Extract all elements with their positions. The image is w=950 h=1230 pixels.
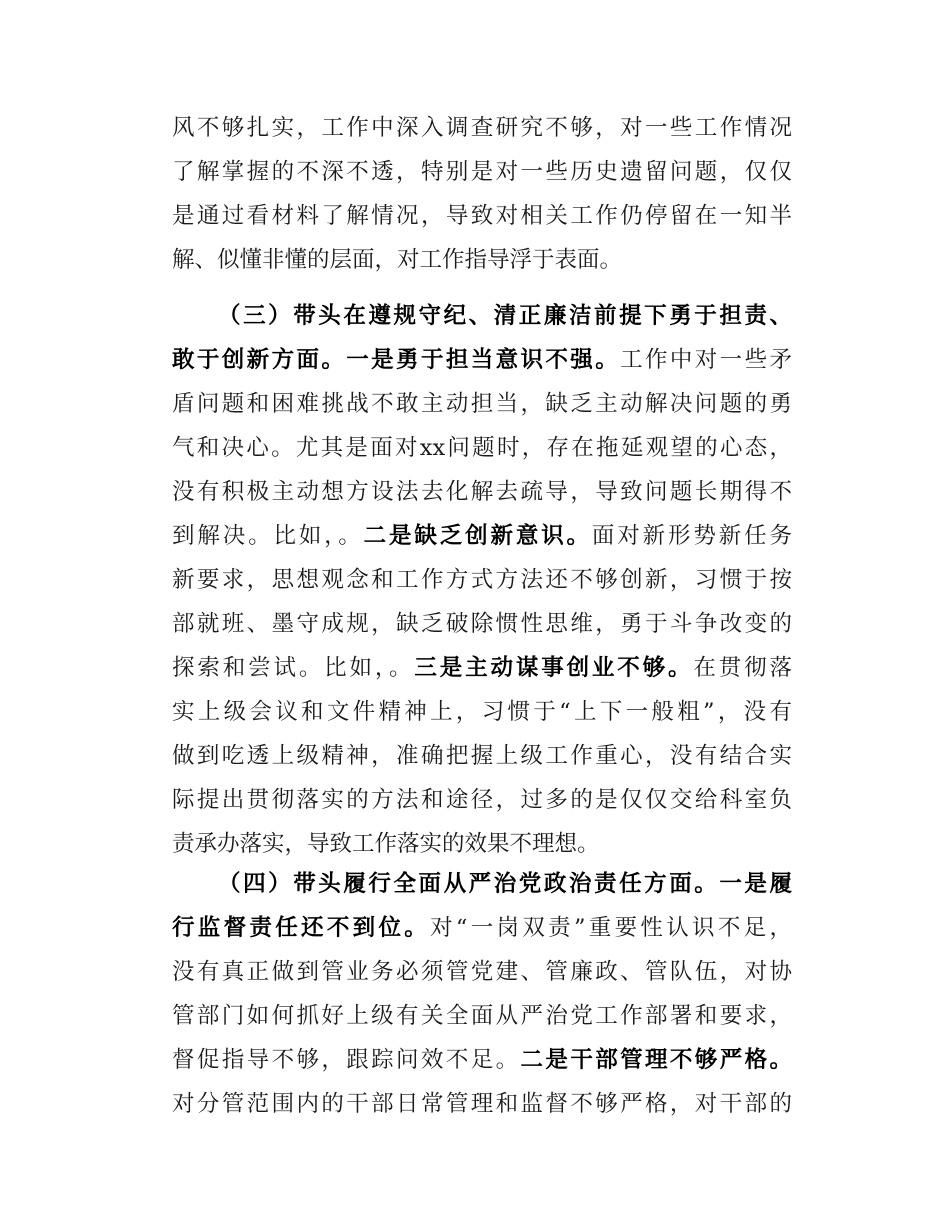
section-heading: （四）带头履行全面从严治党政治责任方面。一是履 <box>218 871 792 897</box>
text-line <box>172 106 792 150</box>
text-line <box>172 950 792 994</box>
text-line <box>172 778 792 822</box>
text-span: 没有真正做到管业务必须管党建、管廉政、管队伍，对协 <box>172 959 792 985</box>
text-span: 管部门如何抓好上级有关全面从严治党工作部署和要求， <box>172 1003 792 1029</box>
text-line <box>172 194 792 238</box>
text-line <box>172 646 792 690</box>
text-line <box>172 514 792 558</box>
text-span: 部就班、墨守成规，缺乏破除惯性思维，勇于斗争改变的 <box>172 611 792 637</box>
text-span: 没有积极主动想方设法去化解去疏导，导致问题长期得不 <box>172 479 792 505</box>
text-line <box>172 426 792 470</box>
text-span: 面对新形势新任务 <box>591 523 792 549</box>
section-heading: （三）带头在遵规守纪、清正廉洁前提下勇于担责、 <box>218 303 792 329</box>
text-line <box>172 1082 792 1126</box>
text-span: 做到吃透上级精神，准确把握上级工作重心，没有结合实 <box>172 743 792 769</box>
text-span: 工作中对一些矛 <box>620 347 792 373</box>
text-line <box>172 822 792 866</box>
text-span: 在贯彻落 <box>693 655 792 681</box>
text-span: 风不够扎实，工作中深入调查研究不够，对一些工作情况 <box>172 115 792 141</box>
section-heading-line <box>172 294 792 338</box>
point-heading: 一是勇于担当意识不强。 <box>346 347 621 373</box>
section-heading-line <box>172 862 792 906</box>
text-span: 实上级会议和文件精神上，习惯于“上下一般粗”，没有 <box>172 699 792 725</box>
text-line <box>172 470 792 514</box>
text-span: 对分管范围内的干部日常管理和监督不够严格，对干部的 <box>172 1091 792 1117</box>
point-heading: 行监督责任还不到位。 <box>172 915 431 941</box>
text-span: 解、似懂非懂的层面，对工作指导浮于表面。 <box>172 247 623 273</box>
text-line <box>172 382 792 426</box>
text-span: 际提出贯彻落实的方法和途径，过多的是仅仅交给科室负 <box>172 787 792 813</box>
text-line <box>172 150 792 194</box>
text-span: 盾问题和困难挑战不敢主动担当，缺乏主动解决问题的勇 <box>172 391 792 417</box>
point-heading: 三是主动谋事创业不够。 <box>414 655 694 681</box>
text-line <box>172 602 792 646</box>
text-span: 了解掌握的不深不透，特别是对一些历史遗留问题，仅仅 <box>172 159 792 185</box>
text-line <box>172 734 792 778</box>
text-line <box>172 1038 792 1082</box>
text-span: 是通过看材料了解情况，导致对相关工作仍停留在一知半 <box>172 203 792 229</box>
text-line <box>172 994 792 1038</box>
text-span: 责承办落实，导致工作落实的效果不理想。 <box>172 831 600 857</box>
section-heading: 敢于创新方面。 <box>172 347 347 373</box>
point-heading: 二是干部管理不够严格。 <box>520 1047 792 1073</box>
text-span: 督促指导不够，跟踪问效不足。 <box>172 1047 521 1073</box>
text-line <box>172 690 792 734</box>
text-span: 对“一岗双责”重要性认识不足， <box>430 915 792 941</box>
text-line <box>172 906 792 950</box>
text-span: 探索和尝试。比如，。 <box>172 655 415 681</box>
text-line <box>172 238 792 282</box>
text-line <box>172 558 792 602</box>
text-span: 新要求，思想观念和工作方式方法还不够创新，习惯于按 <box>172 567 792 593</box>
text-span: 气和决心。尤其是面对xx问题时，存在拖延观望的心态， <box>172 435 792 461</box>
point-heading: 二是缺乏创新意识。 <box>363 523 592 549</box>
text-line <box>172 338 792 382</box>
text-span: 到解决。比如，。 <box>172 523 364 549</box>
